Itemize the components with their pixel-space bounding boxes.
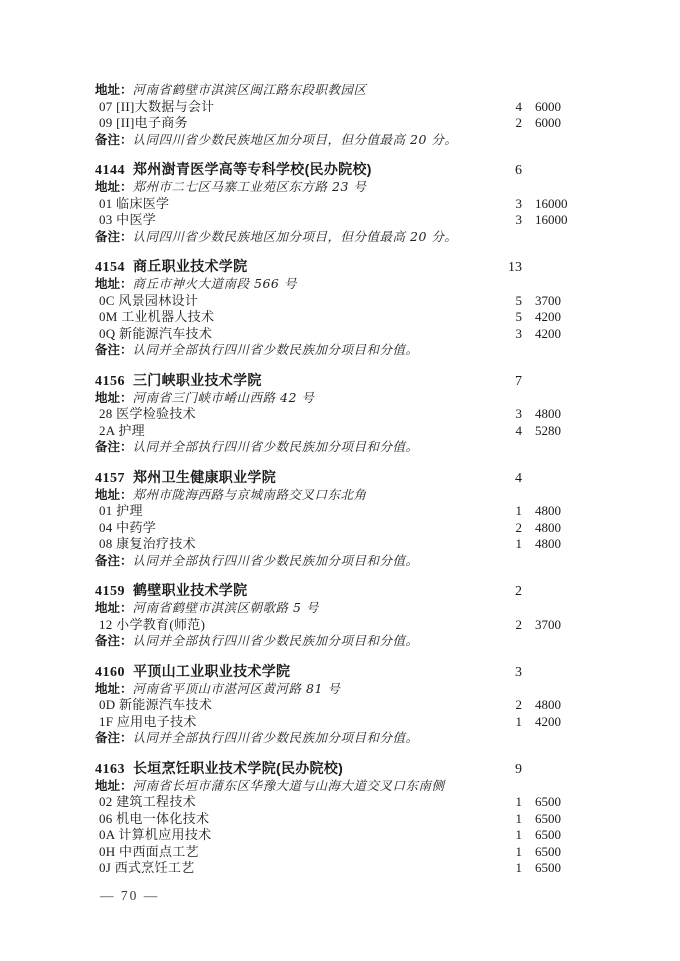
institution-total-quota: 2: [515, 584, 522, 599]
major-fee: 3700: [535, 292, 561, 308]
institution-block: [95, 663, 585, 747]
major-fee: 6500: [535, 843, 561, 859]
major-quota: 5: [515, 292, 522, 308]
institution-name: 三门峡职业技术学院: [133, 371, 262, 388]
address-value: 河南省长垣市蒲东区华豫大道与山海大道交叉口东南侧: [132, 777, 445, 793]
institution-block: [95, 469, 585, 570]
major-label: 07 [II]大数据与会计: [99, 98, 215, 114]
institution-total-quota: 4: [515, 470, 522, 486]
institution-heading: [95, 760, 585, 778]
major-row: [95, 536, 585, 553]
major-label: 1F 应用电子技术: [99, 713, 197, 729]
major-label: 28 医学检验技术: [99, 406, 196, 421]
institution-heading: [95, 469, 585, 487]
major-row: [95, 212, 585, 229]
major-fee: 4200: [535, 325, 561, 341]
major-fee: 6500: [535, 860, 561, 875]
institution-name: 长垣烹饪职业技术学院(民办院校): [133, 759, 344, 776]
major-quota: 1: [515, 503, 522, 518]
major-row: [95, 326, 585, 343]
major-row: [95, 617, 585, 634]
major-quota: 4: [515, 422, 522, 438]
major-quota: 3: [515, 195, 522, 211]
address-value: 河南省鹤壁市淇滨区闽江路东段职教园区: [132, 82, 367, 97]
major-row: [95, 99, 585, 116]
institution-list: [95, 82, 585, 877]
major-quota: 5: [515, 309, 522, 324]
institution-code: 4157: [95, 470, 125, 486]
major-fee: 4800: [535, 503, 561, 518]
page-number: — 70 —: [100, 888, 160, 903]
major-quota: 1: [515, 536, 522, 551]
institution-code: 4144: [95, 163, 125, 178]
institution-code: 4156: [95, 373, 125, 389]
major-quota: 2: [515, 519, 522, 535]
address-value: 郑州市陇海西路与京城南路交叉口东北角: [132, 486, 367, 502]
major-quota: 1: [515, 827, 522, 842]
major-quota: 1: [515, 810, 522, 826]
remark-row: [95, 229, 585, 246]
major-fee: 4800: [535, 519, 561, 535]
major-label: 06 机电一体化技术: [99, 810, 210, 826]
major-quota: 1: [515, 713, 522, 729]
address-row: [95, 600, 585, 617]
major-label: 01 临床医学: [99, 195, 170, 211]
address-value: 河南省平顶山市湛河区黄河路 81 号: [132, 680, 341, 696]
institution-total-quota: 9: [515, 761, 522, 777]
major-row: [95, 520, 585, 537]
major-fee: 16000: [535, 195, 568, 211]
institution-code: 4159: [95, 584, 125, 599]
major-fee: 6500: [535, 827, 561, 842]
address-label: 地址：: [95, 390, 133, 405]
institution-name: 平顶山工业职业技术学院: [133, 662, 291, 679]
remark-value: 认同四川省少数民族地区加分项目，但分值最高 20 分。: [132, 228, 458, 244]
major-label: 0H 中西面点工艺: [99, 843, 199, 859]
remark-label: 备注：: [95, 553, 133, 568]
institution-heading: [95, 663, 585, 681]
remark-row: [95, 633, 585, 650]
major-label: 09 [II]电子商务: [99, 115, 188, 130]
address-row: [95, 487, 585, 504]
major-label: 04 中药学: [99, 519, 157, 535]
major-row: [95, 697, 585, 714]
major-fee: 6000: [535, 98, 561, 114]
major-quota: 1: [515, 794, 522, 809]
major-label: 0A 计算机应用技术: [99, 827, 212, 842]
major-quota: 3: [515, 325, 522, 341]
institution-block: [95, 372, 585, 456]
major-row: [95, 794, 585, 811]
address-value: 商丘市神火大道南段 566 号: [132, 276, 297, 291]
major-fee: 6500: [535, 810, 561, 826]
major-label: 2A 护理: [99, 422, 145, 438]
major-row: [95, 309, 585, 326]
remark-row: [95, 132, 585, 149]
major-quota: 2: [515, 115, 522, 130]
major-fee: 4800: [535, 536, 561, 551]
address-row: [95, 390, 585, 407]
address-row: [95, 778, 585, 795]
major-label: 02 建筑工程技术: [99, 794, 196, 809]
remark-label: 备注：: [95, 731, 133, 745]
major-row: [95, 406, 585, 423]
institution-code: 4160: [95, 664, 125, 680]
address-label: 地址：: [95, 681, 133, 696]
major-row: [95, 714, 585, 731]
major-row: [95, 844, 585, 861]
major-row: [95, 811, 585, 828]
major-quota: 2: [515, 697, 522, 712]
major-quota: 3: [515, 406, 522, 421]
major-label: 0M 工业机器人技术: [99, 309, 215, 324]
institution-name: 郑州澍青医学高等专科学校(民办院校): [133, 161, 372, 177]
major-quota: 3: [515, 212, 522, 227]
address-row: [95, 179, 585, 196]
remark-label: 备注：: [95, 229, 133, 244]
institution-name: 郑州卫生健康职业学院: [133, 468, 276, 485]
major-label: 0Q 新能源汽车技术: [99, 325, 213, 341]
major-fee: 16000: [535, 212, 568, 227]
remark-label: 备注：: [95, 343, 133, 357]
remark-value: 认同并全部执行四川省少数民族加分项目和分值。: [132, 439, 419, 454]
institution-block: [95, 82, 585, 148]
remark-value: 认同四川省少数民族地区加分项目，但分值最高 20 分。: [132, 131, 458, 147]
remark-label: 备注：: [95, 440, 133, 454]
major-quota: 1: [515, 843, 522, 859]
institution-heading: [95, 582, 585, 600]
major-label: 12 小学教育(师范): [99, 616, 206, 632]
institution-name: 商丘职业技术学院: [133, 258, 248, 274]
address-row: [95, 276, 585, 293]
address-label: 地址：: [95, 778, 133, 793]
major-quota: 4: [515, 98, 522, 114]
major-quota: 2: [515, 616, 522, 632]
address-value: 郑州市二七区马寨工业苑区东方路 23 号: [132, 179, 367, 194]
address-label: 地址：: [95, 83, 133, 97]
major-label: 0D 新能源汽车技术: [99, 697, 213, 712]
institution-total-quota: 6: [515, 163, 522, 178]
major-row: [95, 423, 585, 440]
institution-heading: [95, 258, 585, 276]
institution-block: [95, 760, 585, 877]
major-row: [95, 827, 585, 844]
institution-total-quota: 3: [515, 664, 522, 680]
institution-block: [95, 582, 585, 650]
institution-heading: [95, 372, 585, 390]
address-label: 地址：: [95, 487, 133, 502]
remark-label: 备注：: [95, 634, 133, 648]
major-label: 03 中医学: [99, 212, 157, 227]
major-fee: 6000: [535, 115, 561, 130]
major-quota: 1: [515, 860, 522, 875]
remark-row: [95, 553, 585, 570]
remark-value: 认同并全部执行四川省少数民族加分项目和分值。: [132, 342, 419, 357]
remark-value: 认同并全部执行四川省少数民族加分项目和分值。: [132, 552, 419, 568]
institution-heading: [95, 161, 585, 179]
address-value: 河南省三门峡市崤山西路 42 号: [132, 389, 315, 405]
major-row: [95, 503, 585, 520]
major-fee: 5280: [535, 422, 561, 438]
address-label: 地址：: [95, 601, 133, 615]
remark-row: [95, 439, 585, 456]
major-label: 08 康复治疗技术: [99, 536, 196, 551]
major-label: 01 护理: [99, 503, 143, 518]
major-row: [95, 293, 585, 310]
major-row: [95, 196, 585, 213]
institution-total-quota: 7: [515, 373, 522, 389]
major-label: 0C 风景园林设计: [99, 292, 199, 308]
remark-value: 认同并全部执行四川省少数民族加分项目和分值。: [132, 730, 419, 745]
major-fee: 4200: [535, 309, 561, 324]
major-label: 0J 西式烹饪工艺: [99, 860, 195, 875]
address-label: 地址：: [95, 180, 133, 194]
institution-block: [95, 258, 585, 359]
remark-row: [95, 730, 585, 747]
institution-block: [95, 161, 585, 245]
address-label: 地址：: [95, 277, 133, 291]
remark-row: [95, 342, 585, 359]
major-fee: 4200: [535, 713, 561, 729]
major-fee: 3700: [535, 616, 561, 632]
major-row: [95, 860, 585, 877]
major-fee: 6500: [535, 794, 561, 809]
major-row: [95, 115, 585, 132]
major-fee: 4800: [535, 406, 561, 421]
institution-code: 4163: [95, 761, 125, 777]
institution-name: 鹤壁职业技术学院: [133, 582, 248, 598]
remark-value: 认同并全部执行四川省少数民族加分项目和分值。: [132, 633, 419, 648]
major-fee: 4800: [535, 697, 561, 712]
remark-label: 备注：: [95, 132, 133, 147]
address-value: 河南省鹤壁市淇滨区朝歌路 5 号: [132, 600, 319, 615]
address-row: [95, 82, 585, 99]
institution-total-quota: 13: [508, 260, 522, 275]
address-row: [95, 681, 585, 698]
institution-code: 4154: [95, 260, 125, 275]
